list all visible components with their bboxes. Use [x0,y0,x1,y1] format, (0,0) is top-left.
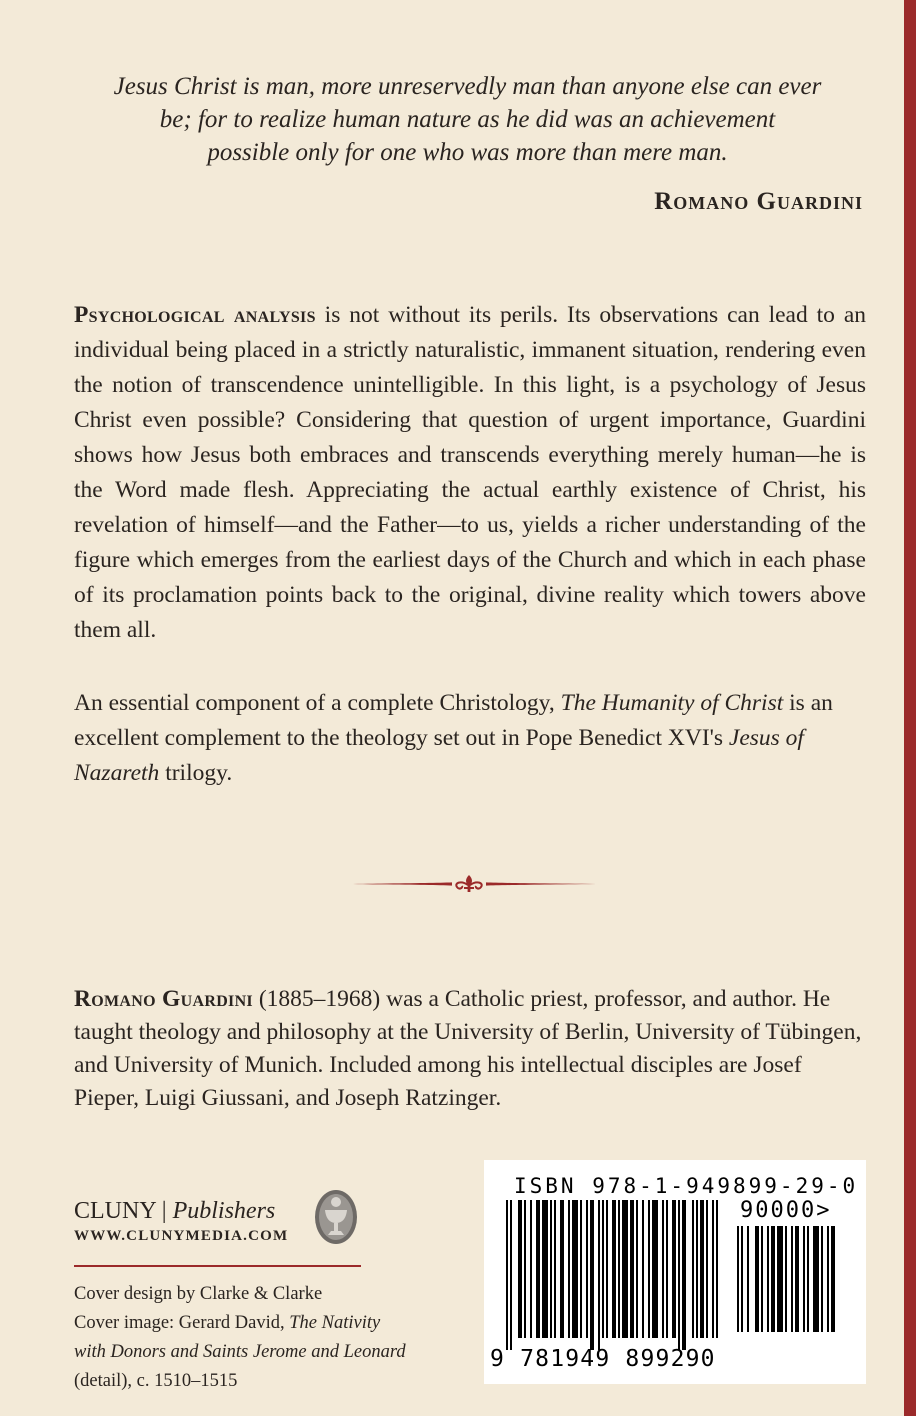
credit-design: Cover design by Clarke & Clarke [74,1284,323,1304]
barcode-bar [630,1200,634,1338]
artwork-title: The Nativity [289,1313,381,1333]
barcode-digits: 9 781949 899290 [490,1346,716,1372]
isbn-barcode [484,1160,866,1384]
barcode-bar [767,1226,769,1332]
fleuron-divider-icon [340,872,598,894]
barcode-bar [518,1200,522,1338]
book-title: The Humanity of Christ [560,690,784,716]
barcode-bar [692,1200,694,1338]
barcode-bar [648,1200,650,1338]
barcode-bar [666,1200,668,1338]
barcode-bar [716,1200,718,1338]
barcode-bar [777,1226,783,1332]
credit-image [74,1309,454,1338]
barcode-bar [785,1226,787,1332]
spine-stripe [904,0,916,1416]
barcode-bar [803,1226,805,1332]
blurb-lead: Psychological analysis [74,302,316,328]
barcode-bar [606,1200,608,1338]
barcode-bar [827,1226,829,1332]
publisher-rule [74,1265,361,1267]
barcode-bar [598,1200,600,1350]
barcode-bar [568,1200,570,1338]
blurb2-text: trilogy. [159,760,233,786]
barcode-bar [652,1200,658,1338]
author-bio [74,983,869,1115]
barcode-bar [795,1226,799,1332]
blurb-paragraph [74,298,866,648]
quote-line: be; for to realize human nature as he did was an achievement [159,106,776,133]
barcode-bar [612,1200,616,1338]
publisher-website: WWW.CLUNYMEDIA.COM [74,1228,289,1244]
barcode-bar [672,1200,676,1338]
bio-body: (1885–1968) was a Catholic priest, professor, and author. He taught theology and philosophy at the University of Berlin, University of Tübingen, and University of Munich. Included among his intellectual disciples are Josef Pieper, Luigi Giussani, and Joseph Ratzinger. [74,986,862,1111]
barcode-bar [618,1200,620,1338]
blurb-body: is not without its perils. Its observations can lead to an individual being placed in a strictly naturalistic, immanent situation, rendering even the notion of transcendence unintelligible. In this light, is a psychology of Jesus Christ even possible? Considering that question of urgent importance, Guardini shows how Jesus both embraces and transcends everything merely human—he is the Word made flesh. Appreciating the actual earthly existence of Christ, his revelation of himself—and the Father—to us, yields a richer understanding of the figure which emerges from the earliest days of the Church and which in each phase of its proclamation points back to the original, divine reality which towers above them all. [74,302,867,643]
barcode-bar [590,1200,594,1350]
barcode-bar [636,1200,638,1338]
barcode-bar [530,1200,532,1338]
chalice-seal-icon [313,1188,359,1246]
quote-line: Jesus Christ is man, more unreservedly man than anyone else can ever [113,73,822,100]
barcode-bar [741,1226,743,1332]
barcode-bar [712,1200,714,1338]
barcode-bar [678,1200,680,1350]
barcode-bar [580,1200,582,1338]
barcode-bar [550,1200,552,1338]
barcode-bar [737,1226,739,1332]
barcode-bar [524,1200,526,1338]
barcode-bar [821,1226,823,1332]
barcode-bar [696,1200,698,1338]
blurb2-text: is an excellent complement to the theology set out in Pope Benedict XVI's [74,690,833,751]
publisher-name: CLUNY [74,1198,156,1224]
barcode-bar [831,1226,835,1332]
blurb2-text: An essential component of a complete Christology, [74,690,561,716]
barcode-bar [542,1200,548,1338]
barcode-bar [510,1200,512,1350]
epigraph-quote [75,70,860,169]
barcode-bar [682,1200,686,1350]
ean-barcode-bars [506,1200,728,1350]
barcode-bar [807,1226,809,1332]
barcode-bar [791,1226,793,1332]
artwork-title-cont: with Donors and Saints Jerome and Leonard [74,1342,406,1362]
barcode-bar [662,1200,664,1338]
barcode-bar [554,1200,556,1338]
barcode-bar [813,1226,819,1332]
publisher-tagline: Publishers [172,1198,276,1224]
cover-credits [74,1280,454,1396]
isbn-label: ISBN 978-1-949899-29-0 [514,1174,859,1198]
blurb-paragraph-2 [74,686,866,791]
barcode-bar [747,1226,749,1332]
quote-attribution: Romano Guardini [654,188,863,215]
barcode-bar [706,1200,708,1338]
barcode-bar [572,1200,578,1338]
barcode-bar [586,1200,588,1338]
price-barcode-bars [737,1226,855,1344]
quote-line: possible only for one who was more than mere man. [207,139,728,166]
publisher-separator: | [155,1198,173,1224]
barcode-bar [761,1226,763,1332]
credit-image-cont [74,1338,454,1367]
barcode-bar [506,1200,508,1350]
barcode-bar [622,1200,628,1338]
barcode-bar [536,1200,540,1338]
barcode-bar [642,1200,644,1338]
barcode-bar [602,1200,604,1338]
credit-image-date: (detail), c. 1510–1515 [74,1371,238,1391]
credit-image-prefix: Cover image: Gerard David, [74,1313,290,1333]
publisher-imprint [74,1195,275,1227]
price-code: 90000> [740,1198,832,1223]
barcode-bar [771,1226,775,1332]
barcode-bar [755,1226,759,1332]
barcode-bar [560,1200,564,1338]
barcode-bar [700,1200,704,1338]
author-name: Romano Guardini [74,986,253,1012]
series-title: Jesus of Nazareth [74,725,804,786]
